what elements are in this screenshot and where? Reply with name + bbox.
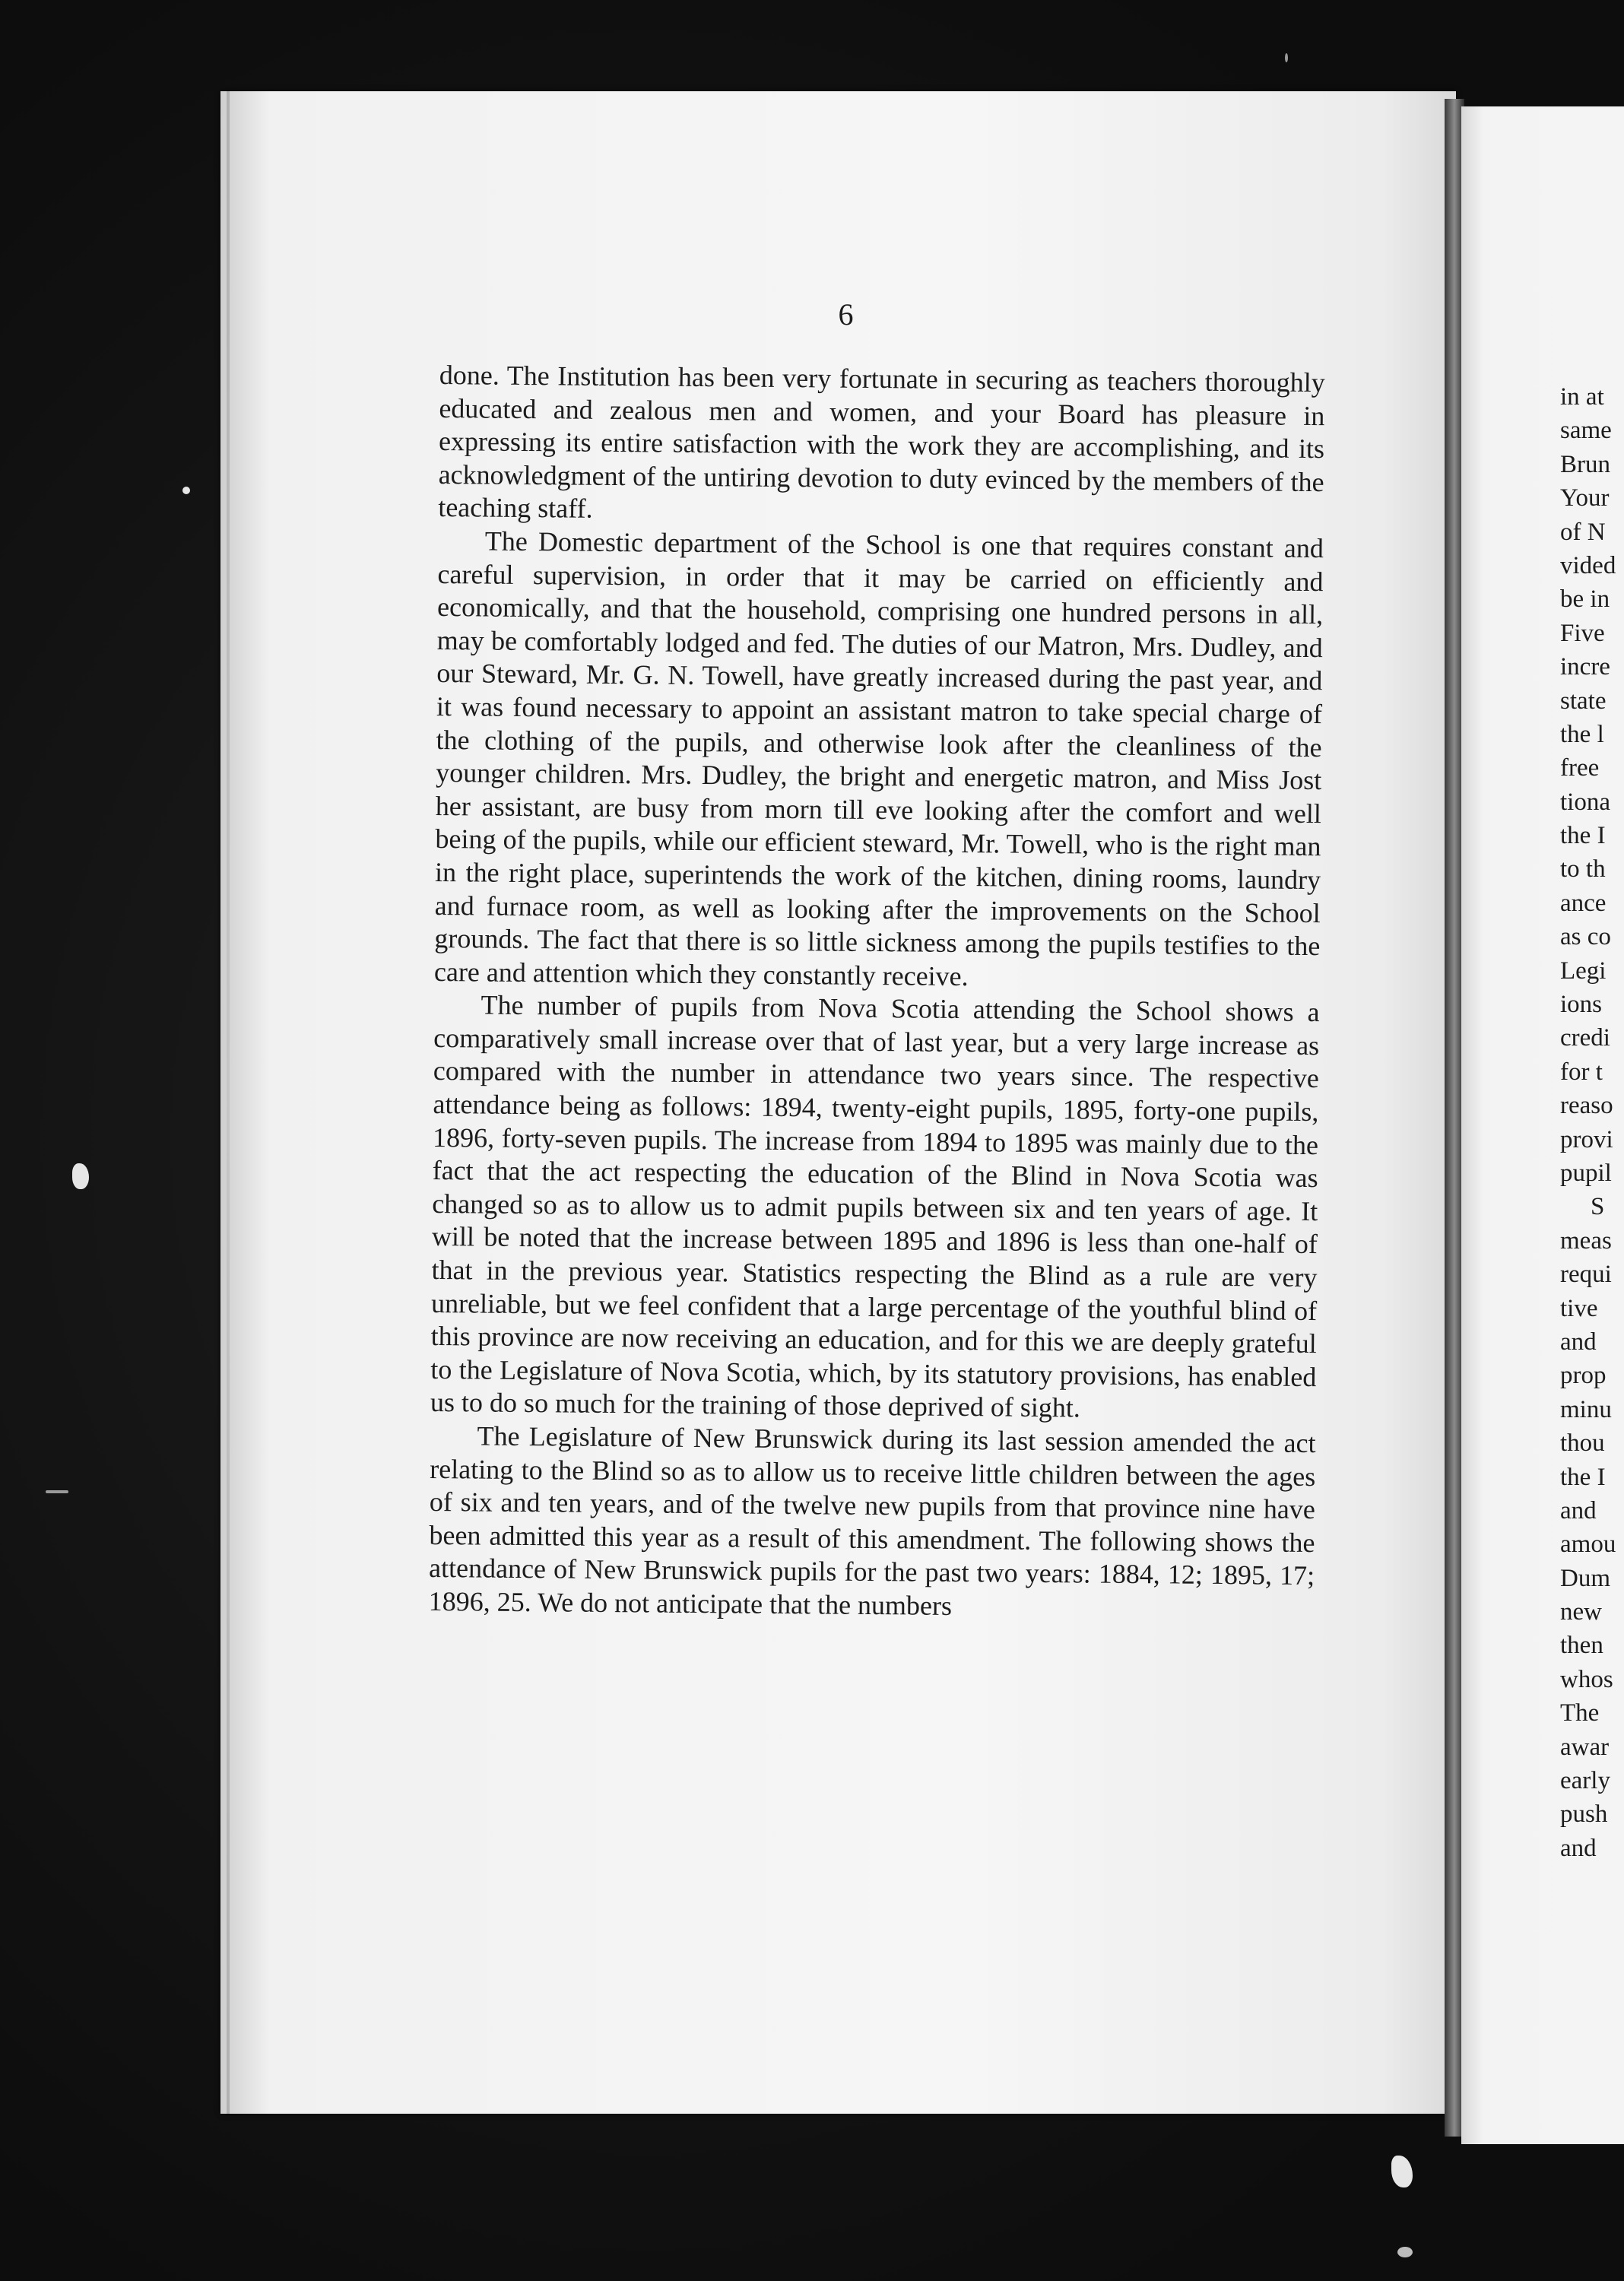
scan-speck xyxy=(1397,2247,1413,2257)
facing-line: to th xyxy=(1560,855,1606,884)
facing-line: The xyxy=(1560,1699,1600,1727)
page-number: 6 xyxy=(838,297,854,332)
facing-line: incre xyxy=(1560,653,1610,681)
facing-line: of N xyxy=(1560,518,1606,546)
facing-line: whos xyxy=(1560,1665,1613,1693)
facing-line: tive xyxy=(1560,1294,1598,1322)
facing-line: ance xyxy=(1560,889,1607,917)
facing-line: early xyxy=(1560,1767,1610,1795)
facing-line: be in xyxy=(1560,585,1610,614)
facing-line: Brun xyxy=(1560,450,1610,478)
scan-speck xyxy=(182,487,190,494)
facing-page-text xyxy=(1560,380,1616,1865)
body-text xyxy=(429,359,1325,1626)
facing-line: amou xyxy=(1560,1531,1616,1559)
facing-line: as co xyxy=(1560,923,1611,951)
facing-line: awar xyxy=(1560,1733,1610,1761)
scan-speck xyxy=(1285,53,1288,62)
facing-line: Your xyxy=(1560,484,1610,512)
facing-line: push xyxy=(1560,1800,1608,1829)
facing-line: and xyxy=(1560,1834,1597,1862)
facing-line: minu xyxy=(1560,1395,1612,1423)
facing-line: requi xyxy=(1560,1261,1612,1289)
paragraph: done. The Institution has been very fortunate in securing as teachers thoroughly educated and zealous men and women, and your Board has pleasure in expressing its entire satisfaction with the work they are accomplishing, and its acknowledgment of the untiring devotion to duty evinced by the members of the teaching staff. xyxy=(438,359,1325,525)
facing-line: pupil xyxy=(1560,1159,1612,1187)
facing-line: in at xyxy=(1560,383,1604,411)
facing-line: the I xyxy=(1560,822,1606,850)
facing-line: thou xyxy=(1560,1429,1605,1458)
facing-line: for t xyxy=(1560,1058,1603,1086)
facing-line: free xyxy=(1560,754,1600,782)
scan-speck xyxy=(46,1490,68,1493)
facing-line: reaso xyxy=(1560,1092,1613,1120)
facing-line: Legi xyxy=(1560,956,1607,985)
scan-speck xyxy=(1391,2156,1413,2187)
left-page xyxy=(220,91,1456,2114)
facing-line: Five xyxy=(1560,619,1605,647)
facing-line: state xyxy=(1560,687,1607,715)
facing-line: Dum xyxy=(1560,1564,1610,1592)
scan-speck xyxy=(72,1163,89,1189)
facing-line: tiona xyxy=(1560,788,1610,816)
facing-line: same xyxy=(1560,417,1612,445)
facing-line: credi xyxy=(1560,1024,1610,1052)
facing-line: provi xyxy=(1560,1125,1613,1153)
facing-line: ions xyxy=(1560,991,1603,1019)
facing-line: new xyxy=(1560,1598,1602,1626)
facing-line: vided xyxy=(1560,551,1616,579)
facing-line: the I xyxy=(1560,1463,1606,1491)
facing-line: and xyxy=(1560,1496,1597,1524)
paragraph: The number of pupils from Nova Scotia attending the School shows a comparatively small increase over that of last year, but a very large increase as compared with the number in attendance two years since. The respective attendance being as follows: 1894, twenty-eight pupils, 1895, forty-one pupils, 1896, forty-seven pupils. The increase from 1894 to 1895 was mainly due to the fact that the act respecting the education of the Blind in Nova Scotia was changed so as to allow us to admit pupils between six and ten years of age. It will be noted that the increase between 1895 and 1896 is less than one-half of that in the previous year. Statistics respecting the Blind as a rule are very unreliable, but we feel confident that a large percentage of the youthful blind of this province are now receiving an education, and for this we are deeply grateful to the Legislature of Nova Scotia, which, by its statutory provisions, has enabled us to do so much for the training of those deprived of sight. xyxy=(430,989,1320,1423)
facing-line: then xyxy=(1560,1632,1603,1660)
facing-line: meas xyxy=(1560,1226,1612,1255)
facing-line: the l xyxy=(1560,720,1604,748)
paragraph: The Domestic department of the School is one that requires constant and careful supervision, in order that it may be carried on efficiently and economically, and that the household, comprising one hundred persons in all, may be comfortably lodged and fed. The duties of our Matron, Mrs. Dudley, and our Steward, Mr. G. N. Towell, have greatly increased during the past year, and it was found necessary to appoint an assistant matron to take special charge of the clothing of the pupils, and otherwise look after the cleanliness of the younger children. Mrs. Dudley, the bright and energetic matron, and Miss Jost her assistant, are busy from morn till eve looking after the comfort and well being of the pupils, while our efficient steward, Mr. Towell, who is the right man in the right place, superintends the work of the kitchen, dining rooms, laundry and furnace room, as well as looking after the improvements on the School grounds. The fact that there is so little sickness among the pupils testifies to the care and attention which they constantly receive. xyxy=(433,525,1324,991)
facing-line: S xyxy=(1591,1193,1605,1221)
paragraph: The Legislature of New Brunswick during its last session amended the act relating to the Blind so as to allow us to receive little children between the ages of six and ten years, and of the twelve new pupils from that province nine have been admitted this year as a result of this amendment. The following shows the attendance of New Brunswick pupils for the past two years: 1884, 12; 1895, 17; 1896, 25. We do not anticipate that the numbers xyxy=(428,1420,1316,1621)
facing-line: prop xyxy=(1560,1362,1607,1390)
facing-line: and xyxy=(1560,1328,1597,1356)
